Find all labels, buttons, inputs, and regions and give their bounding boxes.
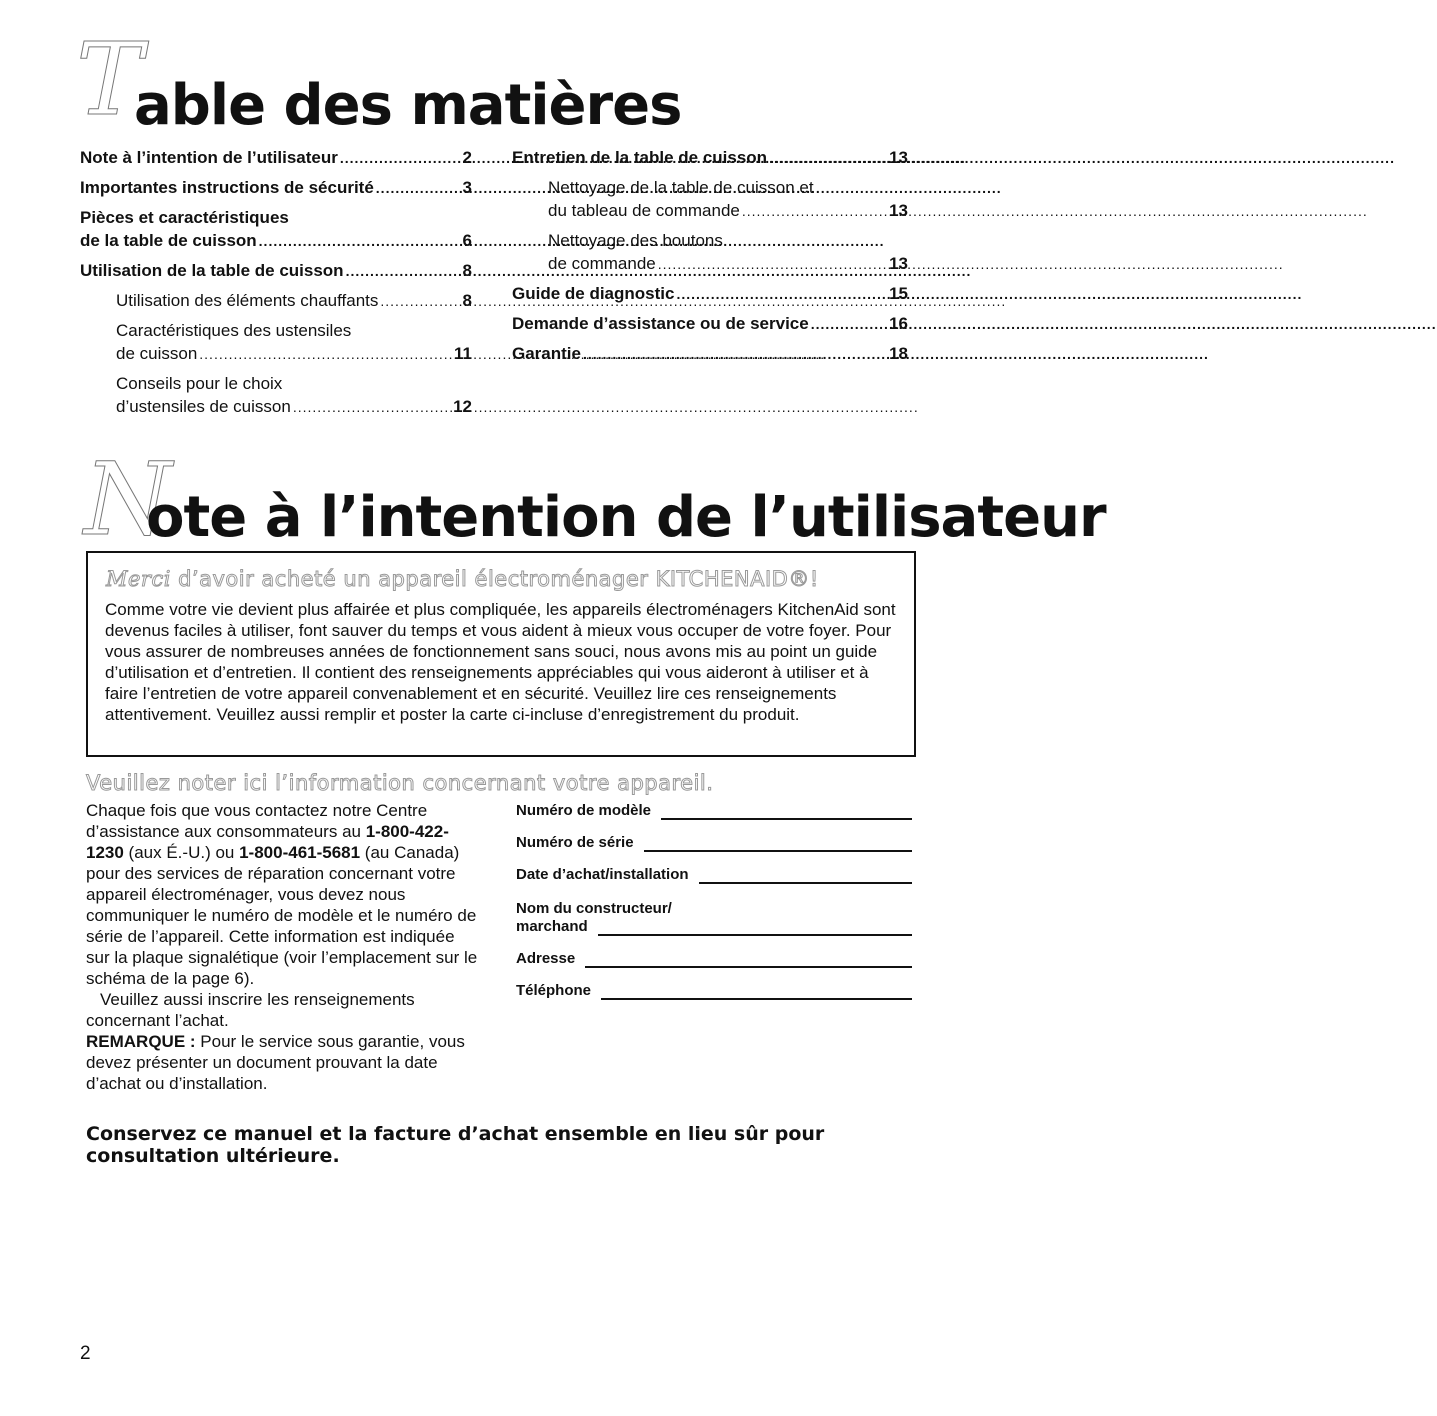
conserve-notice: Conservez ce manuel et la facture d’achat ensemble en lieu sûr pour consultation ultérieure. [86, 1123, 825, 1167]
phone-label: Téléphone [516, 982, 592, 999]
toc-item[interactable]: Guide de diagnostic ..... 15 [512, 282, 908, 306]
toc-item-line1: Pièces et caractéristiques [80, 208, 289, 227]
toc-subitem[interactable]: Utilisation des éléments chauffants ..... 8 [80, 289, 472, 313]
note-drop-cap: N [84, 441, 172, 558]
purchase-date-label: Date d’achat/installation [516, 866, 689, 883]
dealer-label-line1: Nom du constructeur/ [516, 900, 672, 917]
toc-right-column [512, 146, 908, 366]
appliance-info-form [516, 800, 912, 1000]
serial-field[interactable] [644, 836, 912, 852]
toc-subitem[interactable]: de commande ..... 13 [512, 252, 908, 276]
toc-title-text: able des matières [134, 73, 682, 138]
phone-us: 1-800-422-1230 [86, 822, 449, 862]
toc-item-line1: Caractéristiques des ustensiles [116, 321, 352, 340]
toc-item[interactable]: Demande d’assistance ou de service ..... 16 [512, 312, 908, 336]
toc-item[interactable]: Note à l’intention de l’utilisateur ..... 2 [80, 146, 472, 170]
merci-box [86, 551, 916, 757]
purchase-paragraph: Veuillez aussi inscrire les renseignements concernant l’achat. [86, 990, 415, 1030]
toc-item-line1: Conseils pour le choix [116, 374, 283, 393]
toc-item[interactable]: Garantie ..... 18 [512, 342, 908, 366]
contact-text [86, 800, 478, 1094]
toc-subitem[interactable]: du tableau de commande ..... 13 [512, 199, 908, 223]
toc-item[interactable]: de la table de cuisson ..... 6 [80, 229, 472, 253]
model-field[interactable] [661, 804, 912, 820]
toc-item-line1: Nettoyage de la table de cuisson et [548, 178, 814, 197]
merci-paragraph: Comme votre vie devient plus affairée et plus compliquée, les appareils électroménagers KitchenAid sont devenus faciles à utiliser, font sauver du temps et vous aident à mieux vous occuper de votre foyer. Pour vous assurer de nombreuses années de fonctionnement sans souci, nous avons mis au point un guide d’utilisation et d’entretien. Il contient des renseignements appréciables qui vous aideront à utiliser et à faire l’entretien de votre appareil convenablement et en sécurité. Veuillez lire ces renseignements attentivement. Veuillez aussi remplir et poster la carte ci-incluse d’enregistrement du produit. [105, 600, 896, 724]
contact-paragraph: Chaque fois que vous contactez notre Centre d’assistance aux consommateurs au 1-800-422-1230 (aux É.-U.) ou 1-800-461-5681 (au Canada) pour des services de réparation concernant votre appareil électroménager, vous devez nous communiquer le numéro de modèle et le numéro de série de l’appareil. Cette information est indiquée sur la plaque signalétique (voir l’emplacement sur le schéma de la page 6). [86, 801, 478, 988]
serial-label: Numéro de série [516, 834, 634, 851]
note-title [84, 441, 1106, 558]
remarque-paragraph: REMARQUE : Pour le service sous garantie, vous devez présenter un document prouvant la date d’achat ou d’installation. [86, 1032, 465, 1093]
remarque-label: REMARQUE : [86, 1032, 196, 1051]
page-number: 2 [80, 1343, 91, 1364]
purchase-date-field[interactable] [699, 868, 912, 884]
toc-item[interactable]: Utilisation de la table de cuisson ..... 8 [80, 259, 472, 283]
veuillez-heading: Veuillez noter ici l’information concernant votre appareil. [86, 771, 714, 795]
phone-field[interactable] [601, 984, 912, 1000]
dealer-label: marchand [516, 918, 588, 935]
address-field[interactable] [585, 952, 912, 968]
model-label: Numéro de modèle [516, 802, 652, 819]
merci-heading-rest: d’avoir acheté un appareil électroménager KITCHENAID®! [170, 567, 819, 591]
toc-title [76, 20, 876, 140]
toc-item[interactable]: Importantes instructions de sécurité ..... 3 [80, 176, 472, 200]
merci-heading [106, 567, 819, 591]
address-label: Adresse [516, 950, 576, 967]
toc-drop-cap: T [76, 21, 143, 138]
toc-left-column [80, 146, 472, 419]
dealer-field[interactable] [598, 920, 912, 936]
note-title-text: ote à l’intention de l’utilisateur [146, 485, 1106, 550]
merci-script: Merci [106, 567, 171, 591]
toc-item-line1: Nettoyage des boutons [548, 231, 723, 250]
toc-item[interactable]: Entretien de la table de cuisson ..... 13 [512, 146, 908, 170]
toc-subitem[interactable]: de cuisson ..... 11 [80, 342, 472, 366]
phone-canada: 1-800-461-5681 [239, 843, 361, 862]
toc-subitem[interactable]: d’ustensiles de cuisson ..... 12 [80, 395, 472, 419]
